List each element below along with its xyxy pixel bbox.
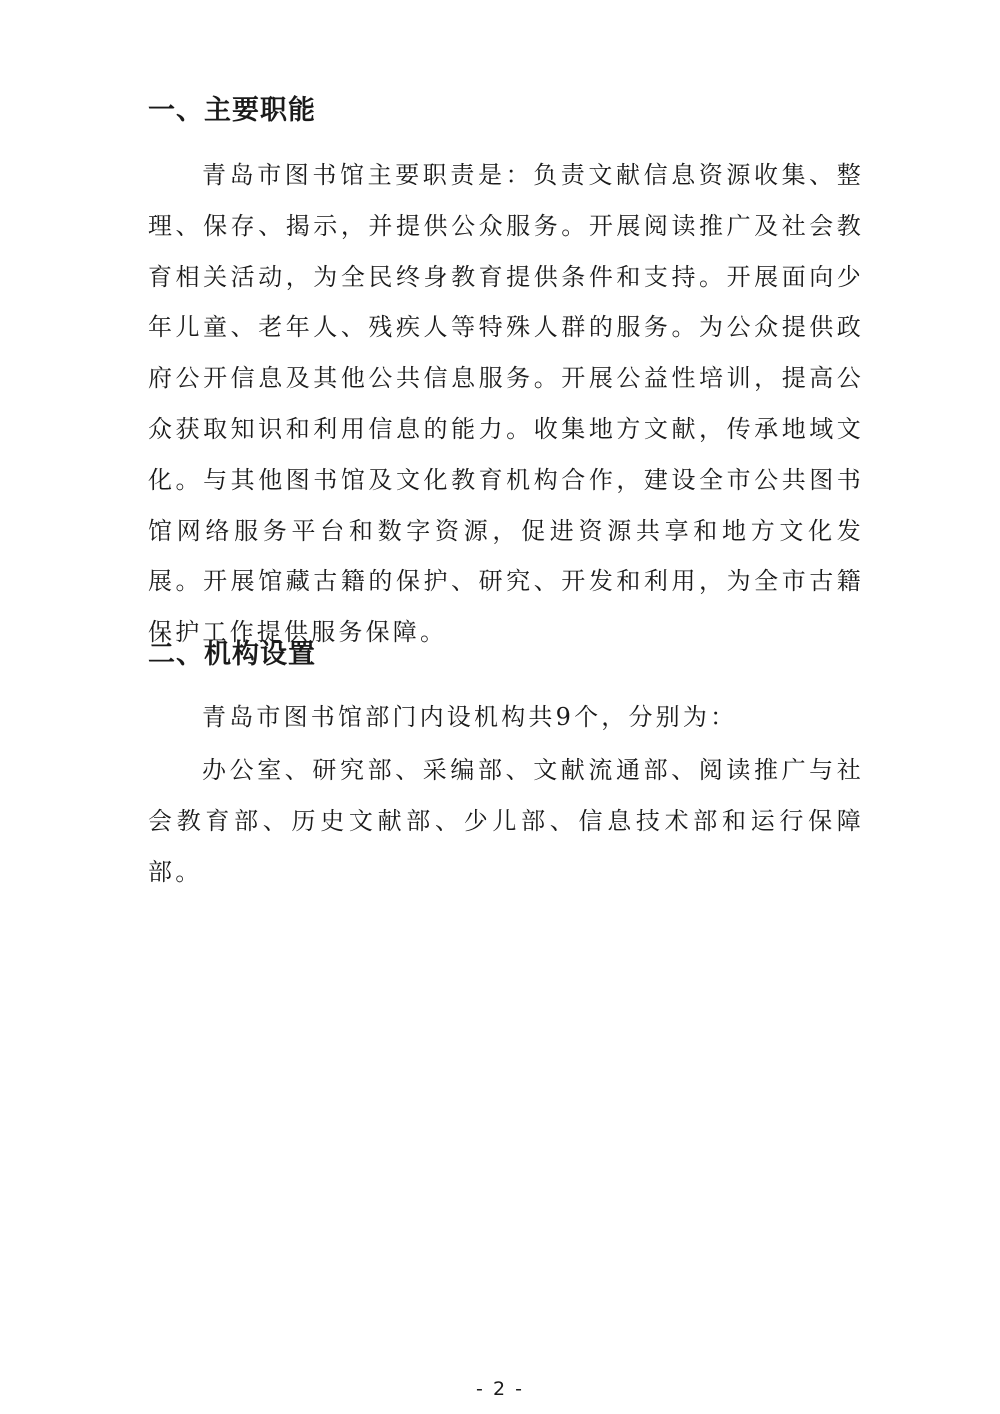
page-number: - 2 - (476, 1378, 524, 1400)
section-heading-organization: 二、机构设置 (148, 639, 316, 670)
section-heading-main-functions: 一、主要职能 (148, 95, 316, 126)
paragraph-organization-list: 办公室、研究部、采编部、文献流通部、阅读推广与社会教育部、历史文献部、少儿部、信息技术部和运行保障部。 (148, 756, 864, 886)
paragraph-main-functions: 青岛市图书馆主要职责是：负责文献信息资源收集、整理、保存、揭示，并提供公众服务。开展阅读推广及社会教育相关活动，为全民终身教育提供条件和支持。开展面向少年儿童、老年人、残疾人等特殊人群的服务。为公众提供政府公开信息及其他公共信息服务。开展公益性培训，提高公众获取知识和利用信息的能力。收集地方文献，传承地域文化。与其他图书馆及文化教育机构合作，建设全市公共图书馆网络服务平台和数字资源，促进资源共享和地方文化发展。开展馆藏古籍的保护、研究、开发和利用，为全市古籍保护工作提供服务保障。 (148, 161, 864, 647)
paragraph-organization-intro: 青岛市图书馆部门内设机构共9个，分别为： (202, 703, 738, 731)
